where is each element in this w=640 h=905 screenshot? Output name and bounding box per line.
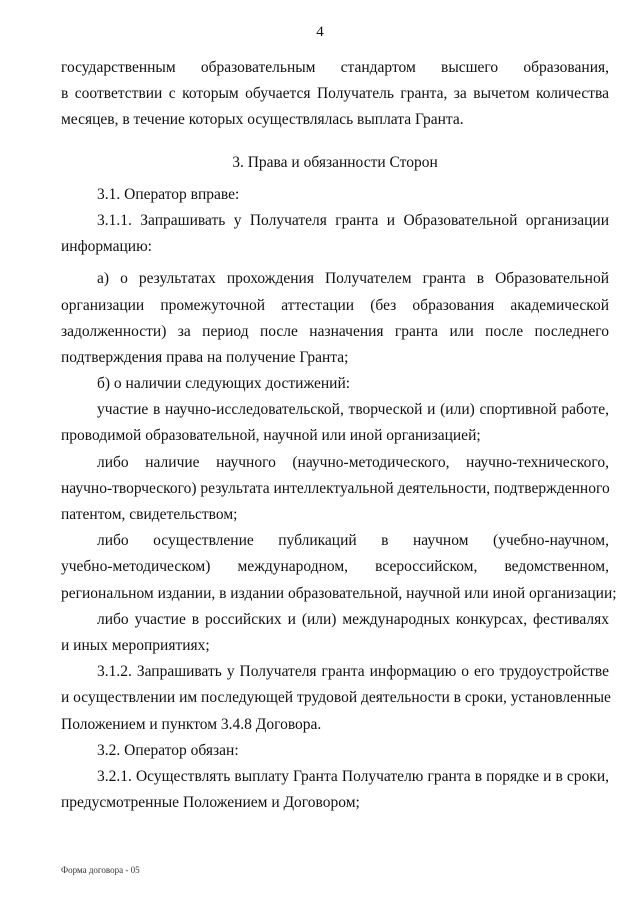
text-line: б) о наличии следующих достижений:	[97, 375, 351, 393]
text-line: месяцев, в течение которых осуществлялась выплата Гранта.	[61, 111, 464, 129]
text-line: 3.1.2. Запрашивать у Получателя гранта информацию о его трудоустройстве	[97, 663, 609, 681]
section-heading: 3. Права и обязанности Сторон	[232, 153, 438, 171]
document-body	[61, 55, 617, 816]
text-line: региональном издании, в издании образовательной, научной или иной организации;	[61, 584, 617, 602]
text-line: патентом, свидетельством;	[61, 506, 238, 523]
text-line: либо участие в российских и (или) международных конкурсах, фестивалях	[97, 610, 609, 628]
text-line: государственным образовательным стандартом высшего образования,	[61, 59, 609, 76]
text-line: а) о результатах прохождения Получателем гранта в Образовательной	[97, 270, 609, 288]
text-line: участие в научно-исследовательской, творческой и (или) спортивной работе,	[97, 401, 609, 419]
text-line: Положением и пунктом 3.4.8 Договора.	[61, 715, 322, 733]
page-number: 4	[316, 24, 324, 40]
text-line: и иных мероприятиях;	[61, 636, 210, 654]
text-line: 3.1.1. Запрашивать у Получателя гранта и Образовательной организации	[97, 211, 609, 229]
spacer	[61, 134, 609, 150]
text-line: задолженности) за период после назначения гранта или после последнего	[61, 322, 609, 340]
text-line: в соответствии с которым обучается Получатель гранта, за вычетом количества	[61, 85, 609, 103]
text-line: учебно-методическом) международном, всероссийском, ведомственном,	[61, 558, 609, 576]
text-line: 3.1. Оператор вправе:	[97, 185, 240, 203]
text-line: научно-творческого) результата интеллектуальной деятельности, подтвержденного	[61, 479, 610, 497]
text-line: 3.2. Оператор обязан:	[97, 741, 239, 759]
text-line: и осуществлении им последующей трудовой деятельности в сроки, установленные	[61, 689, 611, 707]
text-line: информацию:	[61, 238, 152, 256]
text-line: либо осуществление публикаций в научном (учебно-научном,	[97, 532, 609, 550]
footer-form-label: Форма договора - 05	[61, 865, 140, 875]
text-line: 3.2.1. Осуществлять выплату Гранта Получателю гранта в порядке и в сроки,	[97, 767, 609, 785]
text-line: подтверждения права на получение Гранта;	[61, 348, 349, 366]
text-line: либо наличие научного (научно-методического, научно-технического,	[97, 453, 609, 471]
text-line: проводимой образовательной, научной или иной организацией;	[61, 427, 481, 445]
text-line: организации промежуточной аттестации (без образования академической	[61, 296, 609, 314]
text-line: предусмотренные Положением и Договором;	[61, 794, 360, 812]
